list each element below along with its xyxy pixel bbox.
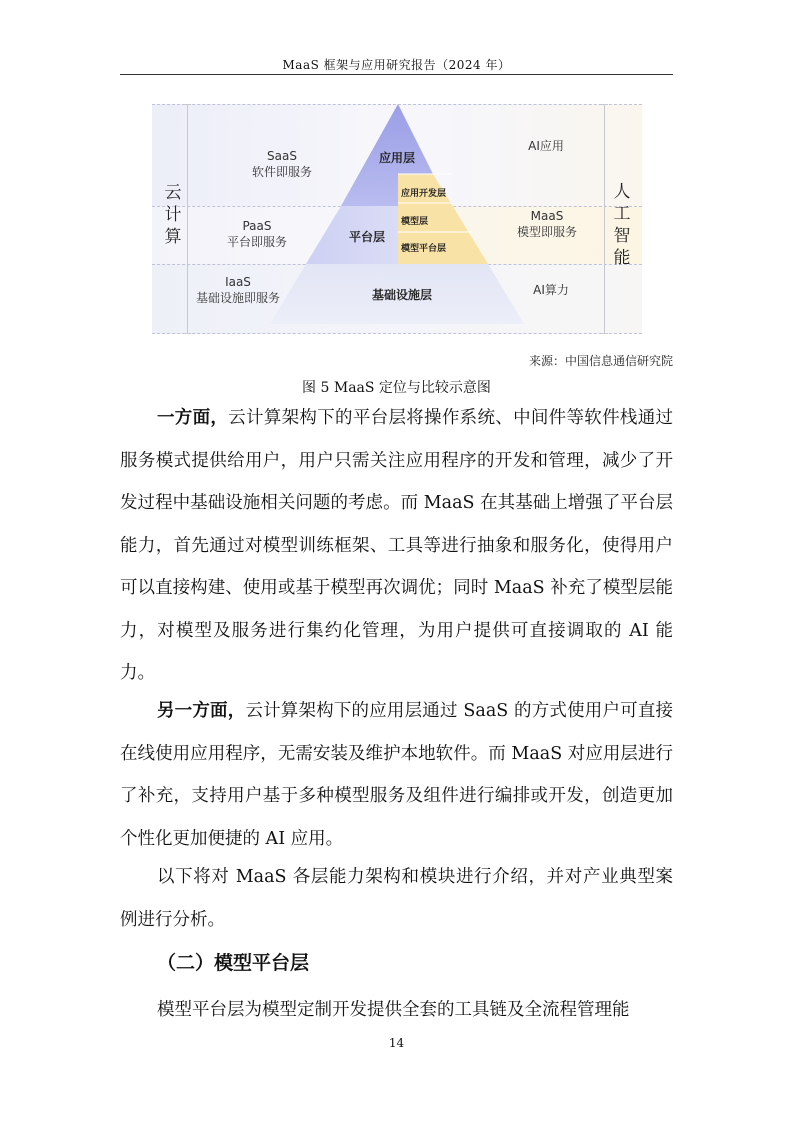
label-platform-layer: 平台层 bbox=[348, 230, 385, 244]
paragraph-2-lead: 另一方面， bbox=[157, 701, 246, 721]
paragraph-2-text: 云计算架构下的应用层通过 SaaS 的方式使用户可直接在线使用应用程序，无需安装及维护本地软件。而 MaaS 对应用层进行了补充，支持用户基于多种模型服务及组件进行编排或开发，创造更加个性化更加便捷的 AI 应用。 bbox=[120, 701, 674, 849]
page-number: 14 bbox=[388, 1036, 405, 1050]
label-saas: SaaS 软件即服务 bbox=[251, 149, 312, 179]
label-artificial-intelligence: 人 工 智 能 bbox=[613, 182, 631, 268]
header-rule bbox=[120, 74, 673, 75]
figure-maas-positioning bbox=[152, 104, 642, 334]
paragraph-3: 以下将对 MaaS 各层能力架构和模块进行介绍，并对产业典型案例进行分析。 bbox=[120, 867, 673, 930]
label-infra-layer: 基础设施层 bbox=[371, 288, 432, 302]
label-app-dev-layer: 应用开发层 bbox=[401, 189, 447, 199]
label-cloud-computing: 云 计 算 bbox=[164, 183, 182, 247]
label-model-platform-layer: 模型平台层 bbox=[401, 244, 447, 254]
label-ai-app: AI应用 bbox=[528, 139, 564, 153]
section-heading: （二）模型平台层 bbox=[157, 952, 310, 974]
figure-source: 来源：中国信息通信研究院 bbox=[528, 354, 673, 368]
label-ai-compute: AI算力 bbox=[533, 283, 569, 297]
label-maas: MaaS 模型即服务 bbox=[516, 209, 577, 239]
paragraph-4: 模型平台层为模型定制开发提供全套的工具链及全流程管理能 bbox=[157, 1000, 630, 1020]
label-paas: PaaS 平台即服务 bbox=[226, 219, 287, 249]
paragraph-1-text: 云计算架构下的平台层将操作系统、中间件等软件栈通过服务模式提供给用户，用户只需关注应用程序的开发和管理，减少了开发过程中基础设施相关问题的考虑。而 MaaS 在其基础上增强了平台层能力，首先通过对模型训练框架、工具等进行抽象和服务化，使得用户可以直接构建、使用或基于模型再次调优；同时 MaaS 补充了模型层能力，对模型及服务进行集约化管理，为用户提供可直接调取的 AI 能力。 bbox=[120, 408, 674, 683]
paragraph-2 bbox=[120, 690, 673, 860]
axis-ai bbox=[604, 104, 605, 334]
label-model-layer: 模型层 bbox=[401, 217, 429, 227]
label-iaas: IaaS 基础设施即服务 bbox=[195, 275, 280, 305]
axis-cloud bbox=[187, 104, 188, 334]
figure-caption: 图 5 MaaS 定位与比较示意图 bbox=[302, 380, 491, 396]
paragraph-1 bbox=[120, 397, 673, 695]
label-app-layer: 应用层 bbox=[378, 151, 415, 165]
running-header: MaaS 框架与应用研究报告（2024 年） bbox=[282, 58, 511, 72]
paragraph-1-lead: 一方面， bbox=[157, 408, 229, 428]
